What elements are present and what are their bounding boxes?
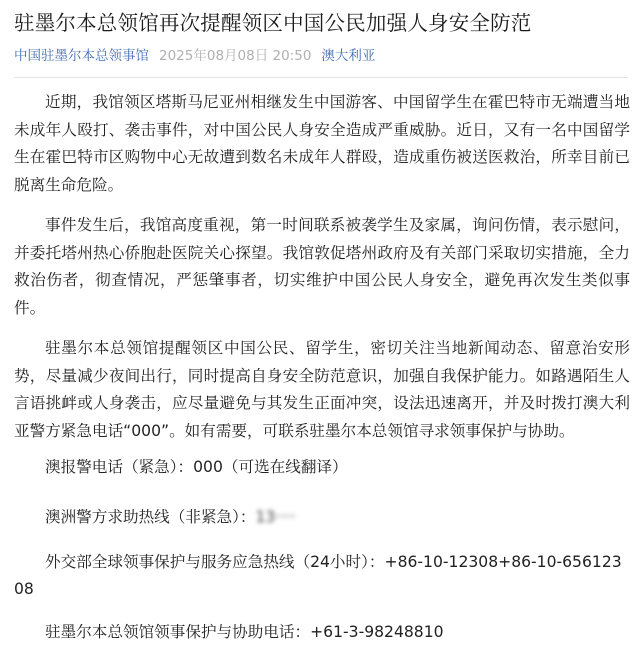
publish-date: 2025年08月08日 20:50 — [159, 48, 312, 64]
contact-police-value: 13‧‧‧‧ — [255, 508, 296, 526]
contact-emergency-value: 000（可选在线翻译） — [193, 458, 348, 476]
source-link[interactable]: 中国驻墨尔本总领事馆 — [14, 48, 149, 64]
divider — [14, 77, 628, 78]
paragraph-advice: 驻墨尔本总领馆提醒领区中国公民、留学生，密切关注当地新闻动态、留意治安形势，尽量减少夜间出行，同时提高自身安全防范意识，加强自我保护能力。如路遇陌生人言语挑衅或人身袭击，应尽量避免与其发生正面冲突，设法迅速离开，并及时拨打澳大利亚警方紧急电话“000”。如有需要，可联系驻墨尔本总领馆寻求领事保护与协助。 — [14, 339, 630, 440]
article-meta — [14, 44, 375, 64]
contact-police — [45, 504, 295, 531]
location-link[interactable]: 澳大利亚 — [321, 48, 376, 64]
contact-mfa-value: +86-10-12308+86-10-65612308 — [14, 553, 622, 598]
contact-emergency — [45, 454, 348, 481]
contact-mfa — [14, 549, 630, 603]
contact-police-label: 澳洲警方求助热线（非紧急）： — [45, 508, 256, 526]
contact-mfa-label: 外交部全球领事保护与服务应急热线（24小时）： — [45, 553, 385, 571]
contact-consulate-value: +61-3-98248810 — [310, 623, 444, 641]
paragraph-response: 事件发生后，我馆高度重视，第一时间联系被袭学生及家属，询问伤情，表示慰问，并委托塔州热心侨胞赴医院关心探望。我馆敦促塔州政府及有关部门采取切实措施，全力救治伤者，彻查情况，严惩肇事者，切实维护中国公民人身安全，避免再次发生类似事件。 — [14, 216, 630, 317]
contact-emergency-label: 澳报警电话（紧急）： — [45, 458, 194, 476]
paragraph-incident: 近期，我馆领区塔斯马尼亚州相继发生中国游客、中国留学生在霍巴特市无端遭当地未成年人殴打、袭击事件，对中国公民人身安全造成严重威胁。近日，又有一名中国留学生在霍巴特市区购物中心无故遭到数名未成年人群殴，造成重伤被送医救治，所幸目前已脱离生命危险。 — [14, 93, 630, 194]
contact-consulate — [45, 619, 444, 646]
contact-consulate-label: 驻墨尔本总领馆领事保护与协助电话： — [45, 623, 311, 641]
article-title: 驻墨尔本总领馆再次提醒领区中国公民加强人身安全防范 — [14, 11, 532, 35]
